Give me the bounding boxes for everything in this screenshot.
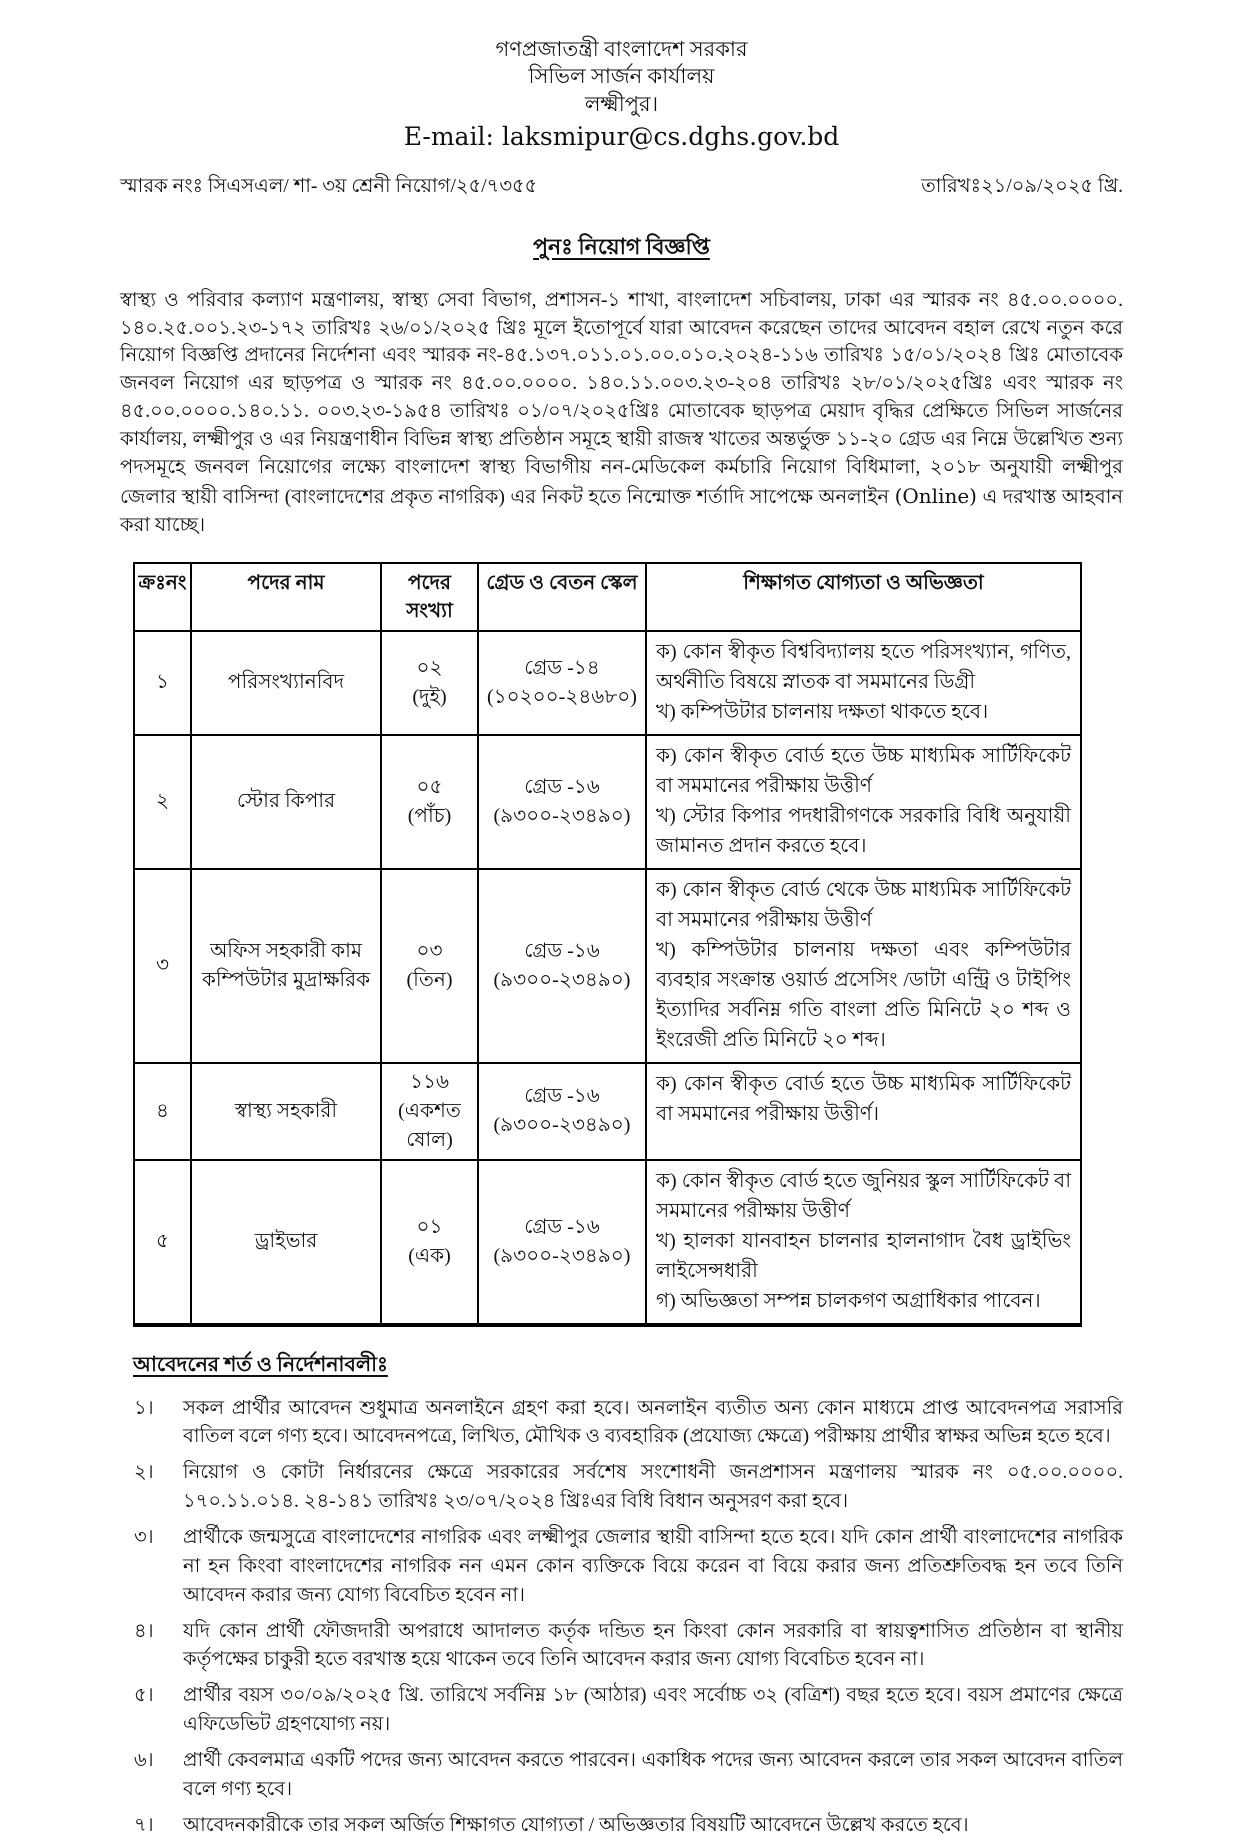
qualification-line: খ) কম্পিউটার চালনায় দক্ষতা এবং কম্পিউটার ব্যবহার সংক্রান্ত ওয়ার্ড প্রসেসিং /ডাটা এন্ট্রি ও টাইপিং ইত্যাদির সর্বনিম্ন গতি বাংলা প্রতি মিনিটে ২০ শব্দ ও ইংরেজী প্রতি মিনিটে ২০ শব্দ। <box>656 938 1071 1051</box>
count-word: (একশত ষোল) <box>398 1099 461 1151</box>
conditions-list <box>120 1395 1123 1841</box>
col-header-post: পদের নাম <box>191 563 381 631</box>
grade-cell <box>478 869 646 1063</box>
intro-online-word: (Online) <box>894 483 977 508</box>
pay-scale: (৯৩০০-২৩৪৯০) <box>493 804 631 827</box>
count-cell <box>381 735 478 869</box>
table-header-row <box>134 563 1081 631</box>
memo-row <box>120 172 1123 204</box>
condition-number: ৪। <box>134 1620 154 1642</box>
grade-label: গ্রেড -১৬ <box>524 939 600 962</box>
intro-text-before: স্বাস্থ্য ও পরিবার কল্যাণ মন্ত্রণালয়, স্বাস্থ্য সেবা বিভাগ, প্রশাসন-১ শাখা, বাংলাদেশ সচিবালয়, ঢাকা এর স্মারক নং ৪৫.০০.০০০০. ১৪০.২৫.০০১.২৩-১৭২ তারিখঃ ২৬/০১/২০২৫ খ্রিঃ মূলে ইতোপূর্বে যারা আবেদন করেছেন তাদের আবেদন বহাল রেখে নতুন করে নিয়োগ বিজ্ঞপ্তি প্রদানের নির্দেশনা এবং স্মারক নং-৪৫.১৩৭.০১১.০১.০০.০১০.২০২৪-১১৬ তারিখঃ ১৫/০১/২০২৪ খ্রিঃ মোতাবেক জনবল নিয়োগ এর ছাড়পত্র ও স্মারক নং ৪৫.০০.০০০০. ১৪০.১১.০০৩.২৩-২০৪ তারিখঃ ২৮/০১/২০২৫খ্রিঃ এবং স্মারক নং ৪৫.০০.০০০০.১৪০.১১. ০০৩.২৩-১৯৫৪ তারিখঃ ০১/০৭/২০২৫খ্রিঃ মোতাবেক ছাড়পত্র মেয়াদ বৃদ্ধির প্রেক্ষিতে সিভিল সার্জনের কার্যালয়, লক্ষ্মীপুর ও এর নিয়ন্ত্রণাধীন বিভিন্ন স্বাস্থ্য প্রতিষ্ঠান সমূহে স্থায়ী রাজস্ব খাতের অন্তর্ভুক্ত ১১-২০ গ্রেড এর নিম্নে উল্লেখিত শুন্য পদসমূহে জনবল নিয়োগের লক্ষ্যে বাংলাদেশ স্বাস্থ্য বিভাগীয় নন-মেডিকেল কর্মচারি নিয়োগ বিধিমালা, ২০১৮ অনুযায়ী লক্ষ্মীপুর জেলার স্থায়ী বাসিন্দা (বাংলাদেশের প্রকৃত নাগরিক) এর নিকট হতে নিন্মোক্ত শর্তাদি সাপেক্ষে অনলাইন <box>120 289 1124 508</box>
qualification-line: খ) হালকা যানবাহন চালনার হালনাগাদ বৈধ ড্রাইভিং লাইসেন্সধারী <box>656 1229 1071 1282</box>
count-word: (এক) <box>408 1244 451 1267</box>
conditions-heading: আবেদনের শর্ত ও নির্দেশনাবলীঃ <box>133 1353 388 1376</box>
condition-item <box>120 1524 1123 1611</box>
table-row <box>134 735 1081 869</box>
col-header-grade: গ্রেড ও বেতন স্কেল <box>478 563 646 631</box>
grade-cell <box>478 1160 646 1325</box>
post-cell: ড্রাইভার <box>191 1160 381 1325</box>
count-cell <box>381 1063 478 1160</box>
pay-scale: (৯৩০০-২৩৪৯০) <box>493 1114 631 1137</box>
office-name: সিভিল সার্জন কার্যালয় <box>528 64 715 89</box>
count-number: ০২ <box>416 656 443 679</box>
count-number: ০৩ <box>416 939 443 962</box>
post-cell: অফিস সহকারী কাম কম্পিউটার মুদ্রাক্ষরিক <box>191 869 381 1063</box>
letterhead <box>120 36 1123 152</box>
intro-text-after: এ দরখাস্ত আহবান করা যাচ্ছে। <box>120 486 1123 536</box>
condition-number: ২। <box>134 1462 154 1484</box>
count-number: ১১৬ <box>410 1070 449 1093</box>
qualification-line: ক) কোন স্বীকৃত বোর্ড হতে জুনিয়র স্কুল সার্টিফিকেট বা সমমানের পরীক্ষায় উত্তীর্ণ <box>656 1169 1071 1222</box>
qualification-line: ক) কোন স্বীকৃত বোর্ড হতে উচ্চ মাধ্যমিক সার্টিফিকেট বা সমমানের পরীক্ষায় উত্তীর্ণ। <box>656 1072 1071 1125</box>
grade-cell <box>478 1063 646 1160</box>
condition-text: প্রার্থীকে জন্মসুত্রে বাংলাদেশের নাগরিক এবং লক্ষ্মীপুর জেলার স্থায়ী বাসিন্দা হতে হবে। যদি কোন প্রার্থী বাংলাদেশের নাগরিক না হন কিংবা বাংলাদেশের নাগরিক নন এমন কোন ব্যক্তিকে বিয়ে করেন বা বিয়ে করার জন্য প্রতিশ্রুতিবদ্ধ হন তবে তিনি আবেদন করার জন্য যোগ্য বিবেচিত হবেন না। <box>183 1526 1123 1606</box>
count-number: ০১ <box>416 1215 443 1238</box>
serial-cell: ৪ <box>134 1063 191 1160</box>
condition-item <box>120 1812 1123 1841</box>
pay-scale: (৯৩০০-২৩৪৯০) <box>493 968 631 991</box>
condition-text: আবেদনকারীকে তার সকল অর্জিত শিক্ষাগত যোগ্যতা / অভিজ্ঞতার বিষয়টি আবেদনে উল্লেখ করতে হবে। <box>183 1814 969 1836</box>
condition-item <box>120 1459 1123 1517</box>
serial-cell: ৩ <box>134 869 191 1063</box>
notice-title: পুনঃ নিয়োগ বিজ্ঞপ্তি <box>533 234 710 260</box>
col-header-qualification: শিক্ষাগত যোগ্যতা ও অভিজ্ঞতা <box>646 563 1081 631</box>
office-email: E-mail: laksmipur@cs.dghs.gov.bd <box>403 121 840 151</box>
pay-scale: (১০২০০-২৪৬৮০) <box>487 685 637 708</box>
qualification-line: ক) কোন স্বীকৃত বিশ্ববিদ্যালয় হতে পরিসংখ্যান, গণিত, অর্থনীতি বিষয়ে স্নাতক বা সমমানের ডিগ্রী <box>656 640 1071 693</box>
qualification-line: গ) অভিজ্ঞতা সম্পন্ন চালকগণ অগ্রাধিকার পাবেন। <box>656 1289 1041 1312</box>
count-cell <box>381 869 478 1063</box>
table-row <box>134 1063 1081 1160</box>
col-header-serial: ক্রঃনং <box>134 563 191 631</box>
condition-item <box>120 1395 1123 1453</box>
qualification-cell <box>646 1063 1081 1160</box>
condition-item <box>120 1682 1123 1740</box>
serial-cell: ২ <box>134 735 191 869</box>
table-row <box>134 631 1081 735</box>
condition-number: ৫। <box>134 1685 154 1707</box>
serial-cell: ৫ <box>134 1160 191 1325</box>
condition-number: ৩। <box>134 1526 154 1548</box>
table-row <box>134 1160 1081 1325</box>
intro-paragraph <box>120 287 1123 540</box>
serial-cell: ১ <box>134 631 191 735</box>
pay-scale: (৯৩০০-২৩৪৯০) <box>493 1244 631 1267</box>
qualification-cell <box>646 631 1081 735</box>
government-name: গণপ্রজাতন্ত্রী বাংলাদেশ সরকার <box>495 37 748 61</box>
condition-item <box>120 1618 1123 1676</box>
col-header-count: পদের সংখ্যা <box>381 563 478 631</box>
count-word: (তিন) <box>406 968 453 991</box>
office-place: লক্ষ্মীপুর। <box>584 91 659 116</box>
post-cell: স্বাস্থ্য সহকারী <box>191 1063 381 1160</box>
memo-number: স্মারক নংঃ সিএসএল/ শা- ৩য় শ্রেনী নিয়োগ/২৫/৭৩৫৫ <box>120 176 538 198</box>
condition-number: ১। <box>134 1397 154 1419</box>
table-row <box>134 869 1081 1063</box>
count-cell <box>381 631 478 735</box>
grade-label: গ্রেড -১৬ <box>524 1215 600 1238</box>
condition-item <box>120 1747 1123 1805</box>
count-word: (পাঁচ) <box>407 804 452 827</box>
vacancy-table <box>133 562 1082 1327</box>
qualification-cell <box>646 735 1081 869</box>
condition-number: ৬। <box>134 1749 154 1771</box>
condition-number: ৭। <box>134 1814 154 1836</box>
memo-date: তারিখঃ২১/০৯/২০২৫ খ্রি. <box>921 176 1123 198</box>
post-cell: পরিসংখ্যানবিদ <box>191 631 381 735</box>
grade-label: গ্রেড -১৪ <box>524 656 600 679</box>
condition-text: প্রার্থী কেবলমাত্র একটি পদের জন্য আবেদন করতে পারবেন। একাধিক পদের জন্য আবেদন করলে তার সকল আবেদন বাতিল বলে গণ্য হবে। <box>183 1749 1123 1800</box>
grade-cell <box>478 631 646 735</box>
qualification-line: খ) কম্পিউটার চালনায় দক্ষতা থাকতে হবে। <box>656 700 989 723</box>
grade-cell <box>478 735 646 869</box>
count-word: (দুই) <box>412 685 447 708</box>
qualification-cell <box>646 1160 1081 1325</box>
grade-label: গ্রেড -১৬ <box>524 775 600 798</box>
grade-label: গ্রেড -১৬ <box>524 1085 600 1108</box>
post-cell: স্টোর কিপার <box>191 735 381 869</box>
condition-text: সকল প্রার্থীর আবেদন শুধুমাত্র অনলাইনে গ্রহণ করা হবে। অনলাইন ব্যতীত অন্য কোন মাধ্যমে প্রাপ্ত আবেদনপত্র সরাসরি বাতিল বলে গণ্য হবে। আবেদনপত্রে, লিখিত, মৌখিক ও ব্যবহারিক (প্রযোজ্য ক্ষেত্রে) পরীক্ষায় প্রার্থীর স্বাক্ষর অভিন্ন হতে হবে। <box>183 1397 1123 1448</box>
qualification-cell <box>646 869 1081 1063</box>
qualification-line: ক) কোন স্বীকৃত বোর্ড থেকে উচ্চ মাধ্যমিক সার্টিফিকেট বা সমমানের পরীক্ষায় উত্তীর্ণ <box>656 878 1071 931</box>
qualification-line: খ) স্টোর কিপার পদধারীগণকে সরকারি বিধি অনুযায়ী জামানত প্রদান করতে হবে। <box>656 804 1071 857</box>
count-cell <box>381 1160 478 1325</box>
condition-text: নিয়োগ ও কোটা নির্ধারনের ক্ষেত্রে সরকারের সর্বশেষ সংশোধনী জনপ্রশাসন মন্ত্রণালয় স্মারক নং ০৫.০০.০০০০. ১৭০.১১.০১৪. ২৪-১৪১ তারিখঃ ২৩/০৭/২০২৪ খ্রিঃএর বিধি বিধান অনুসরণ করা হবে। <box>183 1462 1123 1513</box>
qualification-line: ক) কোন স্বীকৃত বোর্ড হতে উচ্চ মাধ্যমিক সার্টিফিকেট বা সমমানের পরীক্ষায় উত্তীর্ণ <box>656 744 1071 797</box>
condition-text: যদি কোন প্রার্থী ফৌজদারী অপরাধে আদালত কর্তৃক দন্ডিত হন কিংবা কোন সরকারি বা স্বায়ত্বশাসিত প্রতিষ্ঠান বা স্থানীয় কর্তৃপক্ষের চাকুরী হতে বরখাস্ত হয়ে থাকেন তবে তিনি আবেদন করার জন্য যোগ্য বিবেচিত হবেন না। <box>183 1620 1123 1671</box>
count-number: ০৫ <box>416 775 443 798</box>
condition-text: প্রার্থীর বয়স ৩০/০৯/২০২৫ খ্রি. তারিখে সর্বনিম্ন ১৮ (আঠার) এবং সর্বোচ্চ ৩২ (বত্রিশ) বছর হতে হবে। বয়স প্রমাণের ক্ষেত্রে এফিডেভিট গ্রহণযোগ্য নয়। <box>183 1685 1123 1736</box>
